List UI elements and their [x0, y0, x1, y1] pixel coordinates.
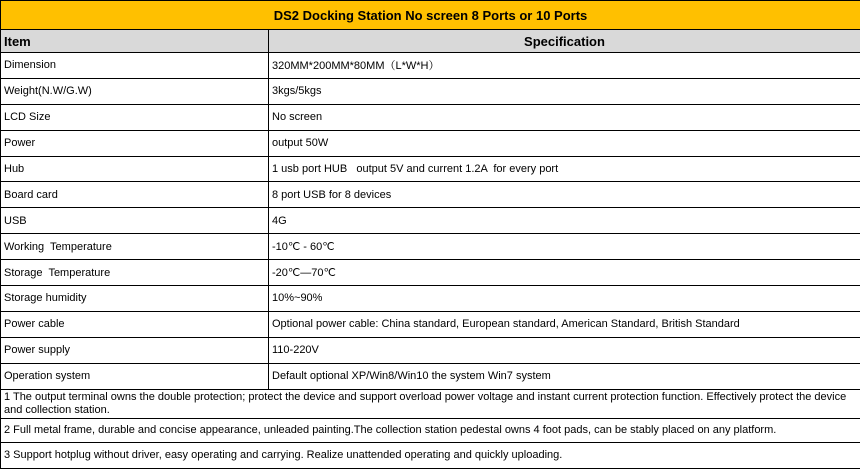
table-row	[1, 234, 860, 260]
row-spec: 8 port USB for 8 devices	[269, 182, 860, 208]
row-spec: 4G	[269, 208, 860, 234]
table-title: DS2 Docking Station No screen 8 Ports or 10 Ports	[1, 1, 860, 30]
table-row	[1, 182, 860, 208]
note-row	[1, 418, 860, 442]
table-row	[1, 208, 860, 234]
row-item: Working Temperature	[1, 234, 269, 260]
note-row	[1, 389, 860, 418]
table-row	[1, 363, 860, 389]
row-item: USB	[1, 208, 269, 234]
row-item: Power	[1, 130, 269, 156]
row-spec: 320MM*200MM*80MM（L*W*H）	[269, 53, 860, 79]
row-spec: output 50W	[269, 130, 860, 156]
header-item: Item	[1, 30, 269, 53]
title-row	[1, 1, 860, 30]
row-spec: 110-220V	[269, 337, 860, 363]
row-spec: No screen	[269, 104, 860, 130]
table-row	[1, 260, 860, 286]
row-item: Storage Temperature	[1, 260, 269, 286]
note-row	[1, 442, 860, 468]
row-item: Operation system	[1, 363, 269, 389]
table-row	[1, 104, 860, 130]
table-row	[1, 286, 860, 312]
row-spec: 3kgs/5kgs	[269, 78, 860, 104]
row-item: Hub	[1, 156, 269, 182]
row-spec: Default optional XP/Win8/Win10 the system Win7 system	[269, 363, 860, 389]
row-spec: Optional power cable: China standard, European standard, American Standard, British Standard	[269, 311, 860, 337]
row-item: Power supply	[1, 337, 269, 363]
row-spec: 10%~90%	[269, 286, 860, 312]
table-row	[1, 53, 860, 79]
note-text: 1 The output terminal owns the double protection; protect the device and support overload power voltage and instant current protection function. Effectively protect the device and collection station.	[1, 389, 860, 418]
row-item: Storage humidity	[1, 286, 269, 312]
note-text: 3 Support hotplug without driver, easy operating and carrying. Realize unattended operating and quickly uploading.	[1, 442, 860, 468]
note-text: 2 Full metal frame, durable and concise appearance, unleaded painting.The collection station pedestal owns 4 foot pads, can be stably placed on any platform.	[1, 418, 860, 442]
row-item: Power cable	[1, 311, 269, 337]
row-item: Dimension	[1, 53, 269, 79]
row-spec: 1 usb port HUB output 5V and current 1.2A for every port	[269, 156, 860, 182]
table-row	[1, 130, 860, 156]
table-row	[1, 311, 860, 337]
row-item: Board card	[1, 182, 269, 208]
header-row	[1, 30, 860, 53]
table-row	[1, 78, 860, 104]
header-spec: Specification	[269, 30, 860, 53]
table-row	[1, 156, 860, 182]
table-row	[1, 337, 860, 363]
row-spec: -20℃—70℃	[269, 260, 860, 286]
row-item: Weight(N.W/G.W)	[1, 78, 269, 104]
row-spec: -10℃ - 60℃	[269, 234, 860, 260]
row-item: LCD Size	[1, 104, 269, 130]
